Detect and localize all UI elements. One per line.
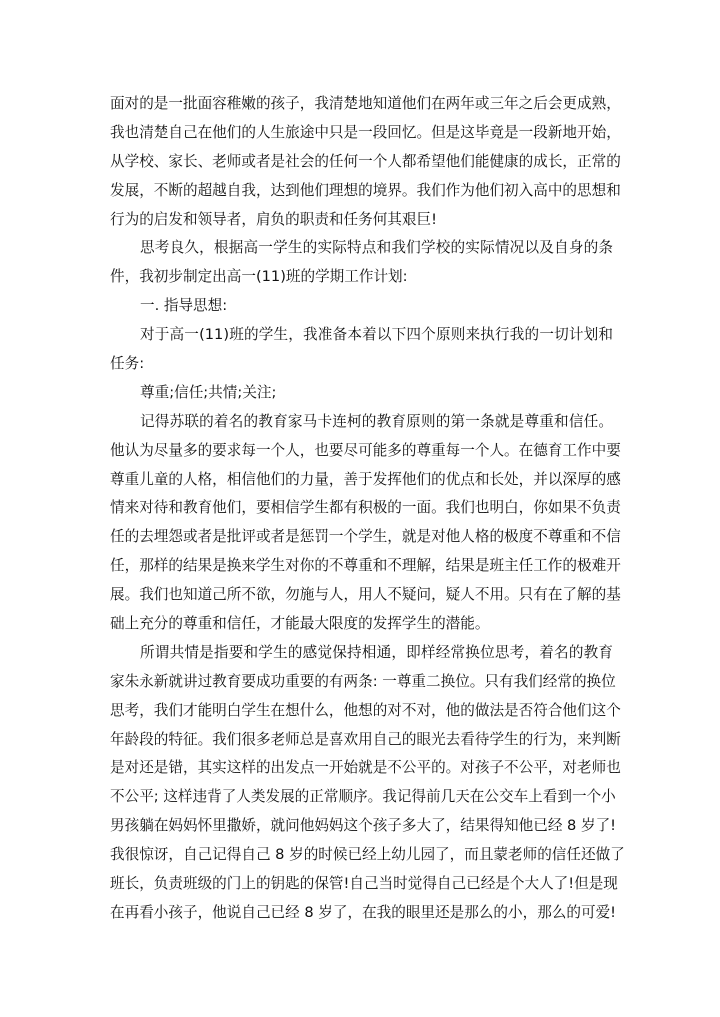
paragraph bbox=[110, 321, 613, 379]
text-line: 展。我们也知道己所不欲，勿施与人，用人不疑问，疑人不用。只有在了解的基 bbox=[110, 586, 621, 604]
paragraph bbox=[110, 639, 625, 928]
text-line: 对于高一(11)班的学生，我准备本着以下四个原则来执行我的一切计划和 bbox=[140, 326, 613, 344]
text-line: 任务: bbox=[110, 355, 145, 373]
text-line: 不公平; 这样违背了人类发展的正常顺序。我记得前几天在公交车上看到一个小 bbox=[110, 788, 616, 806]
text-line: 记得苏联的着名的教育家马卡连柯的教育原则的第一条就是尊重和信任。 bbox=[140, 412, 613, 430]
text-line: 年龄段的特征。我们很多老师总是喜欢用自己的眼光去看待学生的行为，来判断 bbox=[110, 730, 621, 748]
text-line: 件，我初步制定出高一(11)班的学期工作计划: bbox=[110, 268, 408, 286]
text-line: 思考良久，根据高一学生的实际特点和我们学校的实际情况以及自身的条 bbox=[140, 239, 613, 257]
text-line: 发展，不断的超越自我，达到他们理想的境界。我们作为他们初入高中的思想和 bbox=[110, 181, 621, 199]
text-line: 班长，负责班级的门上的钥匙的保管!自己当时觉得自己已经是个大人了!但是现 bbox=[110, 875, 618, 893]
text-line: 行为的启发和领导者，肩负的职责和任务何其艰巨! bbox=[110, 210, 437, 228]
paragraph bbox=[110, 379, 613, 408]
text-line: 在再看小孩子，他说自己已经 8 岁了，在我的眼里还是那么的小，那么的可爱! bbox=[110, 903, 617, 921]
text-line: 尊重儿童的人格，相信他们的力量，善于发挥他们的优点和长处，并以深厚的感 bbox=[110, 470, 621, 488]
text-line: 他认为尽量多的要求每一个人，也要尽可能多的尊重每一个人。在德育工作中要 bbox=[110, 441, 621, 459]
document-page bbox=[110, 90, 625, 928]
text-line: 情来对待和教育他们，要相信学生都有积极的一面。我们也明白，你如果不负责 bbox=[110, 499, 621, 517]
text-line: 面对的是一批面容稚嫩的孩子，我清楚地知道他们在两年或三年之后会更成熟， bbox=[110, 95, 621, 112]
text-line: 从学校、家长、老师或者是社会的任何一个人都希望他们能健康的成长，正常的 bbox=[110, 152, 621, 170]
paragraph bbox=[110, 292, 613, 321]
text-line: 我很惊讶，自己记得自己 8 岁的时候已经上幼儿园了，而且蒙老师的信任还做了 bbox=[110, 846, 625, 864]
paragraph bbox=[110, 90, 621, 234]
text-line: 男孩躺在妈妈怀里撒娇，就问他妈妈这个孩子多大了，结果得知他已经 8 岁了! bbox=[110, 817, 617, 835]
text-line: 我也清楚自己在他们的人生旅途中只是一段回忆。但是这毕竟是一段新地开始， bbox=[110, 123, 621, 141]
text-line: 尊重;信任;共情;关注; bbox=[140, 383, 277, 401]
paragraph bbox=[110, 408, 621, 639]
text-line: 家朱永新就讲过教育要成功重要的有两条: 一尊重二换位。只有我们经常的换位 bbox=[110, 672, 616, 690]
text-line: 任的去埋怨或者是批评或者是惩罚一个学生，就是对他人格的极度不尊重和不信 bbox=[110, 528, 621, 546]
text-line: 思考，我们才能明白学生在想什么，他想的对不对，他的做法是否符合他们这个 bbox=[110, 701, 621, 719]
text-line: 所谓共情是指要和学生的感觉保持相通，即样经常换位思考，着名的教育 bbox=[140, 643, 613, 661]
text-line: 一. 指导思想: bbox=[140, 297, 228, 315]
text-line: 础上充分的尊重和信任，才能最大限度的发挥学生的潜能。 bbox=[110, 615, 490, 633]
paragraph bbox=[110, 234, 613, 292]
text-line: 任，那样的结果是换来学生对你的不尊重和不理解，结果是班主任工作的极难开 bbox=[110, 557, 621, 575]
text-line: 是对还是错，其实这样的出发点一开始就是不公平的。对孩子不公平，对老师也 bbox=[110, 759, 621, 777]
